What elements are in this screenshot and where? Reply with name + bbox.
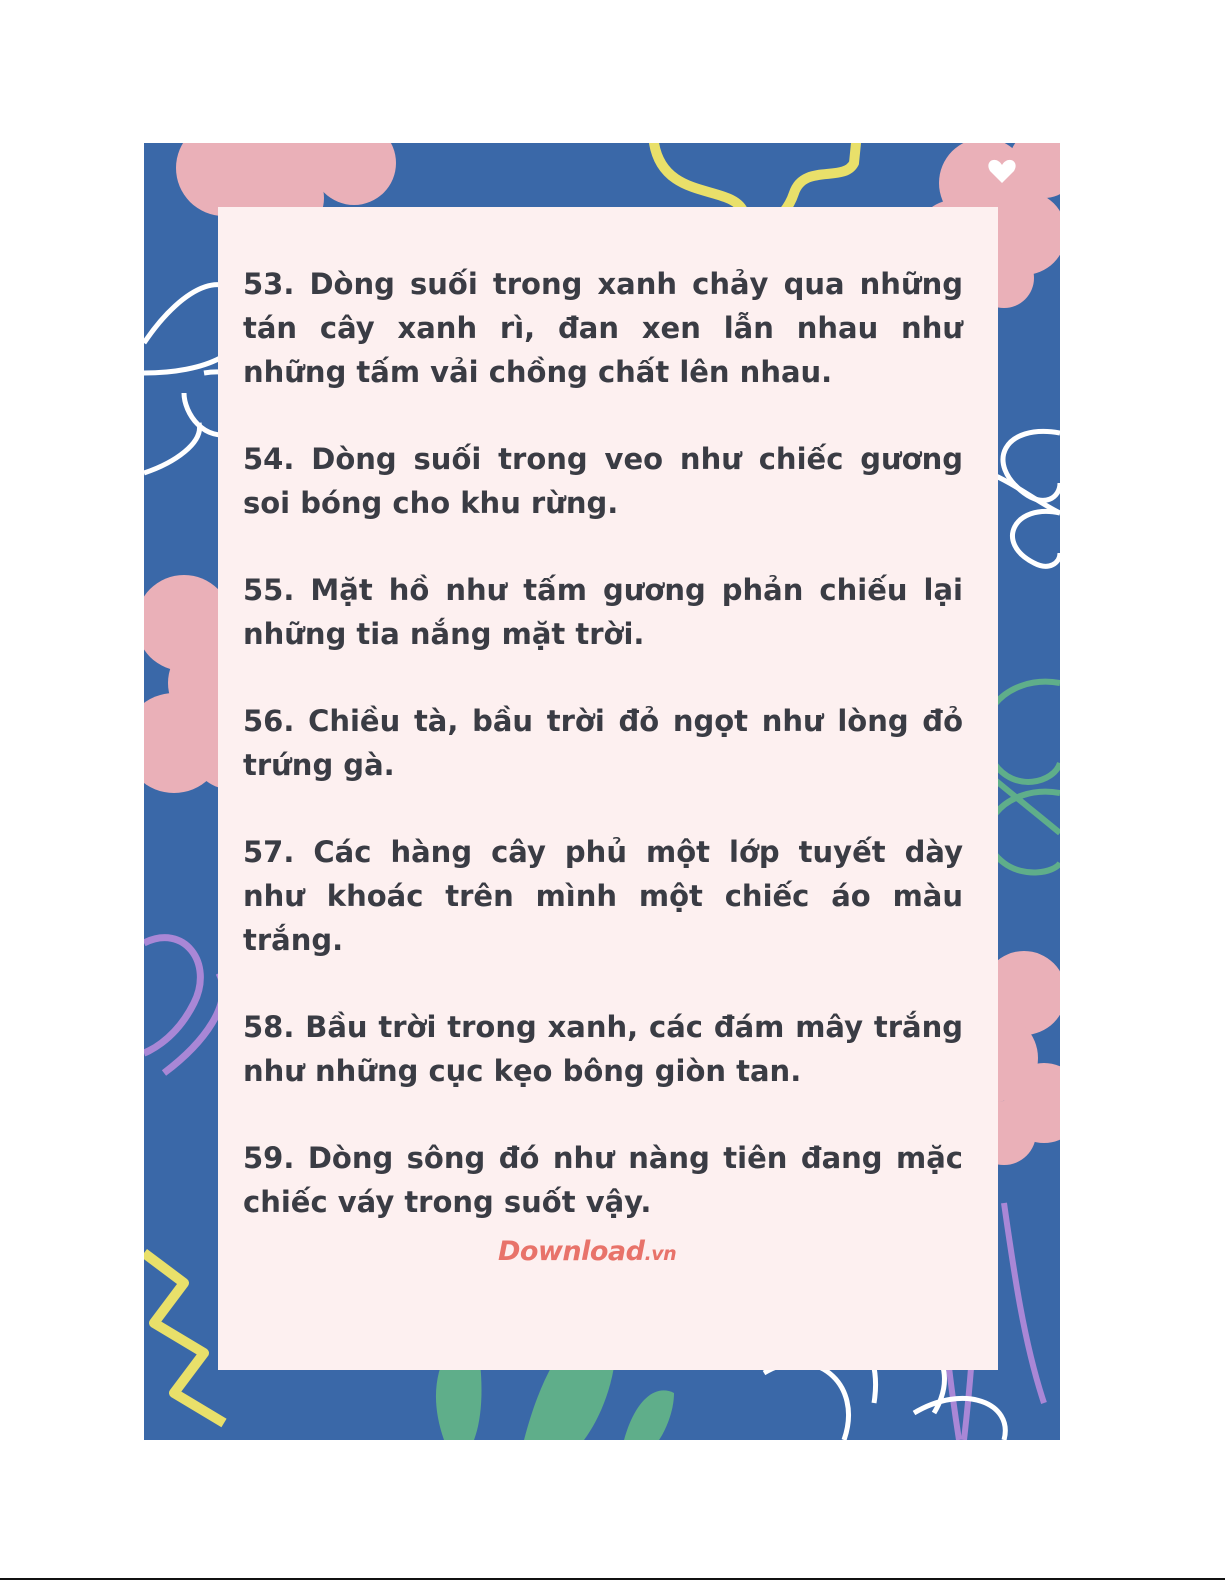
yellow-zigzag-bottom-left — [144, 1253, 224, 1423]
list-item: 57. Các hàng cây phủ một lớp tuyết dày như khoác trên mình một chiếc áo màu trắng. — [243, 835, 963, 957]
list-item: 59. Dòng sông đó như nàng tiên đang mặc chiếc váy trong suốt vậy. — [243, 1141, 963, 1219]
sentence-list — [243, 262, 963, 1267]
list-item: 58. Bầu trời trong xanh, các đám mây trắng như những cục kẹo bông giòn tan. — [243, 1010, 963, 1088]
logo-tld: .vn — [644, 1243, 677, 1265]
list-item: 53. Dòng suối trong xanh chảy qua những tán cây xanh rì, đan xen lẫn nhau như những tấm vải chồng chất lên nhau. — [243, 267, 963, 389]
white-leaves-right — [989, 431, 1060, 566]
download-vn-logo — [498, 1236, 728, 1276]
purple-leaves-left — [144, 938, 223, 1073]
list-item: 56. Chiều tà, bầu trời đỏ ngọt như lòng đỏ trứng gà. — [243, 704, 963, 782]
list-item: 55. Mặt hồ như tấm gương phản chiếu lại những tia nắng mặt trời. — [243, 573, 963, 651]
logo-main: Download — [498, 1236, 645, 1267]
list-item: 54. Dòng suối trong veo như chiếc gương soi bóng cho khu rừng. — [243, 442, 963, 520]
page-bottom-rule — [0, 1578, 1225, 1580]
